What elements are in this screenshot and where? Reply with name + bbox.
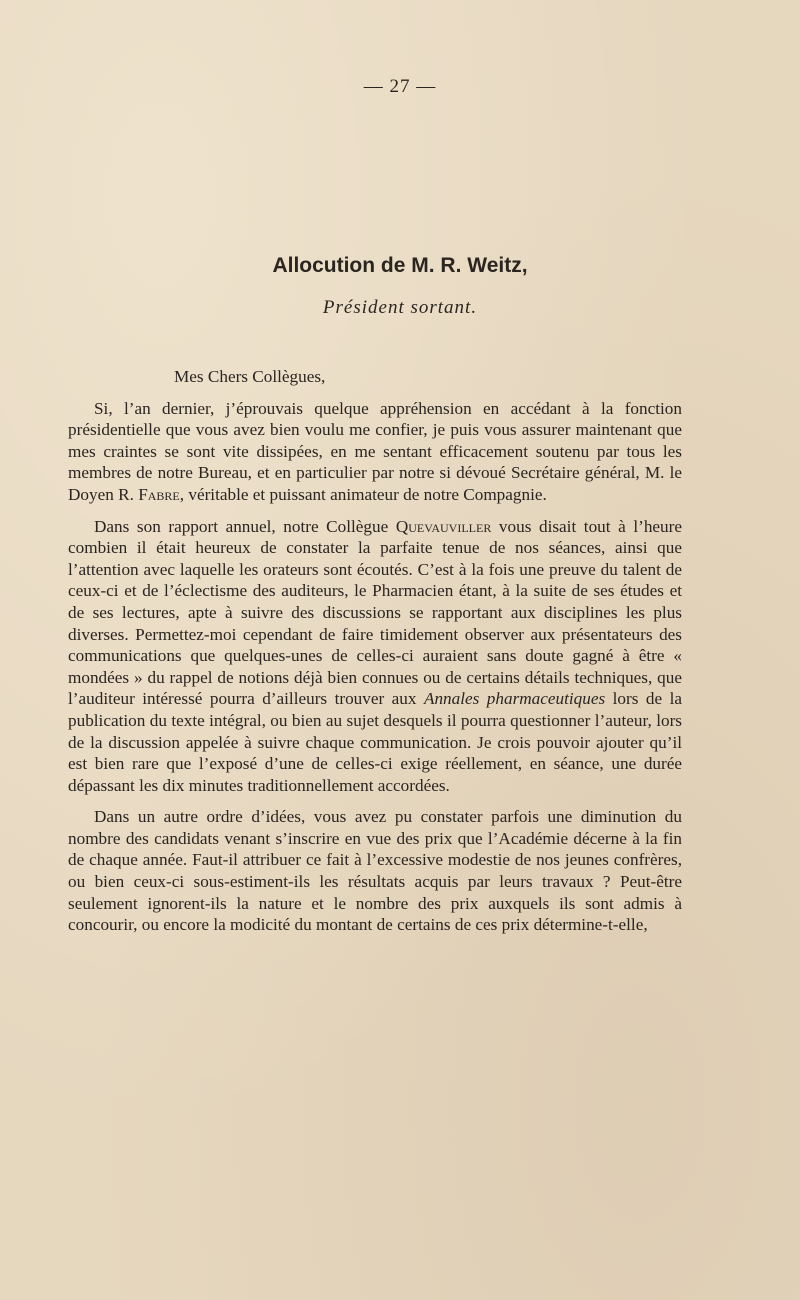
paragraph-2 xyxy=(68,516,682,797)
paragraph-2-start: Dans son rapport annuel, notre Collègue xyxy=(94,516,396,536)
name-fabre: Fabre xyxy=(138,484,180,504)
paragraph-2-end: lors de la publication du texte intégral, ou bien au sujet desquels il pourra questionner l’auteur, lors de la discussion appelée à suivre chaque communication. Je crois pouvoir ajouter qu’il est bien rare que l’exposé d’une de celles-ci exige réellement, en séance, une durée dépassant les dix minutes traditionnellement accordées. xyxy=(68,689,682,795)
page-title: Allocution de M. R. Weitz, xyxy=(272,254,528,277)
body-text xyxy=(68,366,682,936)
journal-title: Annales pharmaceutiques xyxy=(423,689,606,709)
page-subtitle: Président sortant. xyxy=(322,297,478,318)
paragraph-1-end: , véritable et puissant animateur de notre Compagnie. xyxy=(179,484,547,504)
name-quevauviller: Quevauviller xyxy=(395,516,492,536)
paragraph-1 xyxy=(68,398,682,506)
paragraph-1-text: Si, l’an dernier, j’éprouvais quelque appréhension en accédant à la fonction présidentielle que vous avez bien voulu me confier, je puis vous assurer maintenant que mes craintes se sont vite dissipées, en me sentant efficacement soutenu par tous les membres de notre Bureau, et en particulier par notre si dévoué Secrétaire général, M. le Doyen R. xyxy=(68,398,682,504)
paragraph-3: Dans un autre ordre d’idées, vous avez pu constater parfois une diminution du nombre des candidats venant s’inscrire en vue des prix que l’Académie décerne à la fin de chaque année. Faut-il attribuer ce fait à l’excessive modestie de nos jeunes confrères, ou bien ceux-ci sous-estiment-ils les résultats acquis par leurs travaux ? Peut-être seulement ignorent-ils la nature et le nombre des prix auxquels ils sont admis à concourir, ou encore la modicité du montant de certains de ces prix détermine-t-elle, xyxy=(68,807,682,935)
salutation: Mes Chers Collègues, xyxy=(174,367,326,386)
paragraph-2-mid: vous disait tout à l’heure combien il était heureux de constater la parfaite tenue de nos séances, ainsi que l’attention avec laquelle les orateurs sont écoutés. C’est à la fois une preuve du talent de ceux-ci et de l’éclectisme des auditeurs, le Pharmacien étant, à la suite de ses études et de ses lectures, apte à suivre des discussions se rapportant aux disciplines les plus diverses. Permettez-moi cependant de faire timidement observer aux présentateurs des communications que quelques-unes de celles-ci auraient sans doute gagné à être « mondées » du rappel de notions déjà bien connues ou de certains détails techniques, que l’auditeur intéressé pourra d’ailleurs trouver aux xyxy=(68,516,682,709)
page-number: — 27 — xyxy=(363,76,437,97)
